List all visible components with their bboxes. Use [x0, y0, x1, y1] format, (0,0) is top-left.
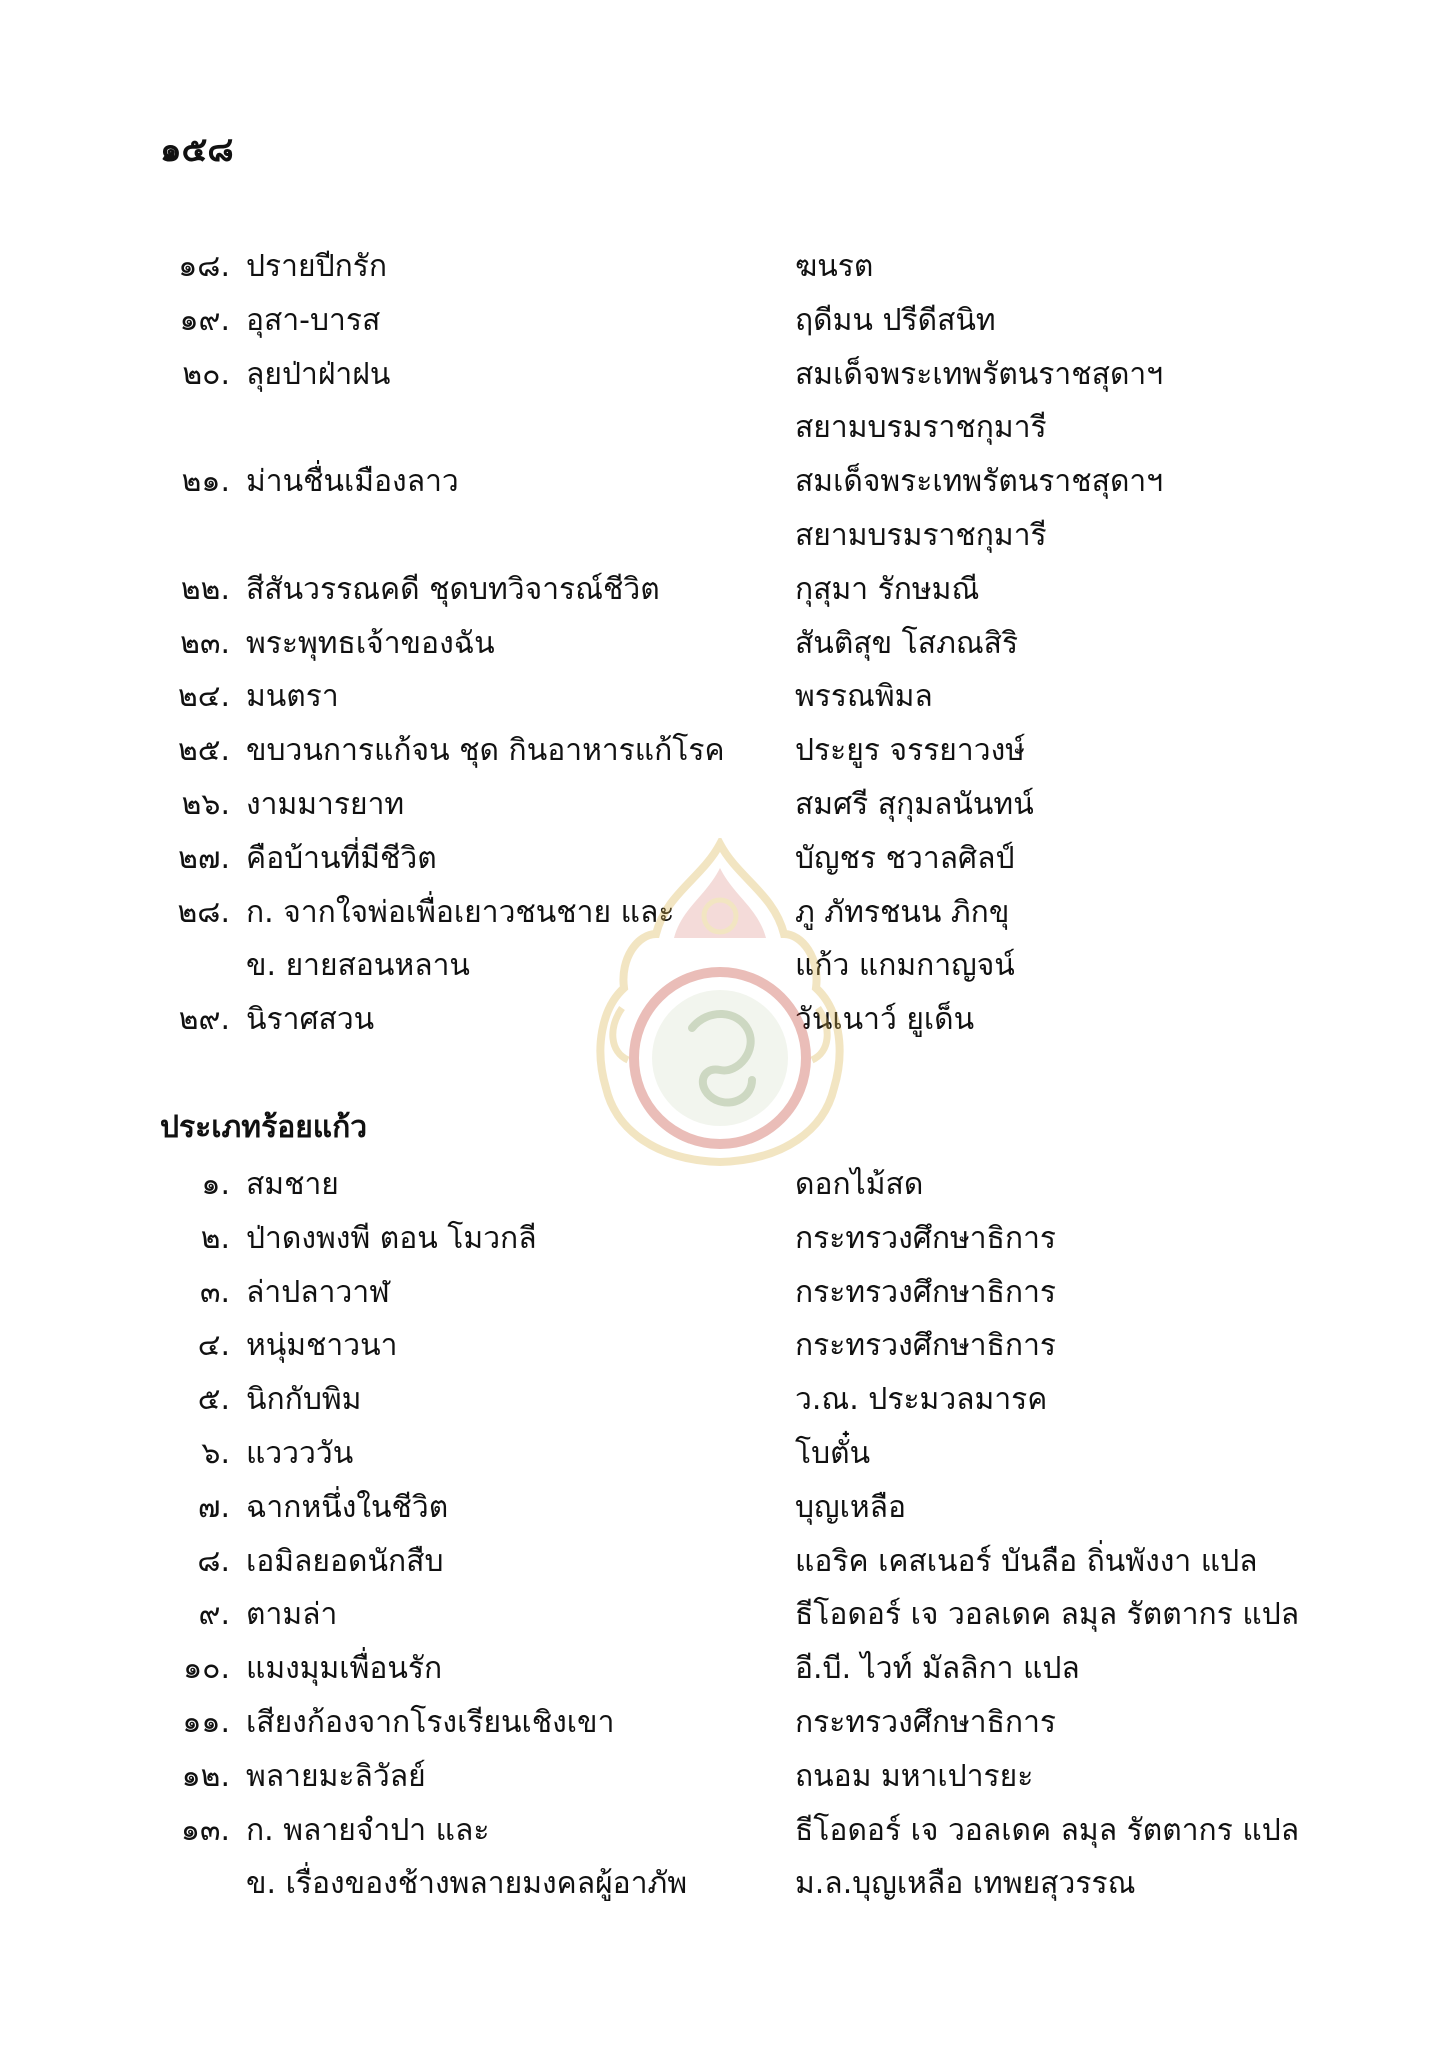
list-item — [0, 348, 1456, 402]
book-author: สยามบรมราชกุมารี — [795, 517, 1047, 553]
book-title: ฉากหนึ่งในชีวิต — [246, 1489, 449, 1525]
item-number: ๑๑. — [182, 1704, 230, 1740]
list-item — [0, 563, 1456, 617]
book-title: ป่าดงพงพี ตอน โมวกลี — [246, 1220, 537, 1256]
book-list-continued — [0, 240, 1456, 1047]
list-item — [0, 1266, 1456, 1320]
book-title: ข. ยายสอนหลาน — [246, 948, 470, 984]
list-item — [0, 1158, 1456, 1212]
item-number: ๘. — [197, 1543, 230, 1579]
item-number: ๒๙. — [178, 1002, 230, 1038]
list-item — [0, 670, 1456, 724]
book-title: พระพุทธเจ้าของฉัน — [246, 625, 495, 661]
item-number: ๒๗. — [178, 840, 230, 876]
book-author: โบตั๋น — [795, 1435, 871, 1471]
item-number: ๔. — [197, 1328, 230, 1364]
list-item — [0, 1212, 1456, 1266]
book-title: ตามล่า — [246, 1597, 338, 1633]
book-title: มนตรา — [246, 679, 339, 715]
book-author: ประยูร จรรยาวงษ์ — [795, 733, 1025, 769]
list-item — [0, 832, 1456, 886]
book-title: ม่านชื่นเมืองลาว — [246, 464, 459, 500]
book-title: ขบวนการแก้จน ชุด กินอาหารแก้โรค — [246, 733, 725, 769]
book-author: บัญชร ชวาลศิลป์ — [795, 840, 1015, 876]
list-item — [0, 778, 1456, 832]
book-title: คือบ้านที่มีชีวิต — [246, 840, 437, 876]
book-author: วันเนาว์ ยูเด็น — [795, 1002, 975, 1038]
item-number: ๑๒. — [181, 1758, 230, 1794]
book-author: แอริค เคสเนอร์ บันลือ ถิ่นพังงา แปล — [795, 1543, 1258, 1579]
book-title: นิราศสวน — [246, 1002, 375, 1038]
item-number: ๒๘. — [177, 894, 230, 930]
list-item — [0, 1588, 1456, 1642]
book-author: บุญเหลือ — [795, 1489, 907, 1525]
item-number: ๒. — [200, 1220, 230, 1256]
book-title: ข. เรื่องของช้างพลายมงคลผู้อาภัพ — [246, 1866, 688, 1902]
book-title: อุสา-บารส — [246, 302, 381, 338]
book-author: สมศรี สุกุมลนันทน์ — [795, 786, 1034, 822]
list-item — [0, 1535, 1456, 1589]
book-author: อี.บี. ไวท์ มัลลิกา แปล — [795, 1651, 1080, 1687]
book-author: ม.ล.บุญเหลือ เทพยสุวรรณ — [795, 1866, 1136, 1902]
item-number: ๒๑. — [181, 464, 230, 500]
item-number: ๖. — [201, 1435, 230, 1471]
item-number: ๑๐. — [183, 1651, 230, 1687]
item-number: ๒๕. — [177, 733, 230, 769]
book-author: กระทรวงศึกษาธิการ — [795, 1704, 1057, 1740]
book-author: สมเด็จพระเทพรัตนราชสุดาฯ — [795, 464, 1164, 500]
book-author: ฤดีมน ปรีดีสนิท — [795, 302, 996, 338]
book-title: เอมิลยอดนักสืบ — [246, 1543, 444, 1579]
item-number: ๗. — [197, 1489, 230, 1525]
book-title: ก. พลายจำปา และ — [246, 1812, 490, 1848]
item-number: ๒๔. — [177, 679, 230, 715]
page-number: ๑๕๘ — [160, 130, 234, 170]
book-author: ธีโอดอร์ เจ วอลเดค ลมุล รัตตากร แปล — [795, 1812, 1300, 1848]
book-title: ลุยป่าฝ่าฝน — [246, 356, 391, 392]
book-author: สันติสุข โสภณสิริ — [795, 625, 1019, 661]
list-item — [0, 724, 1456, 778]
book-author: กระทรวงศึกษาธิการ — [795, 1220, 1057, 1256]
book-author: ถนอม มหาเปารยะ — [795, 1758, 1034, 1794]
book-author: ฆนรต — [795, 249, 874, 284]
list-item — [0, 1750, 1456, 1804]
list-item — [0, 617, 1456, 671]
item-number: ๑๙. — [179, 302, 230, 338]
book-author: กระทรวงศึกษาธิการ — [795, 1274, 1057, 1310]
book-title: ปรายปีกรัก — [246, 249, 388, 284]
item-number: ๑. — [201, 1167, 230, 1202]
list-item — [0, 939, 1456, 993]
item-number: ๒๐. — [182, 356, 230, 392]
list-item — [0, 1373, 1456, 1427]
book-title: สีสันวรรณคดี ชุดบทวิจารณ์ชีวิต — [246, 571, 660, 607]
book-title: พลายมะลิวัลย์ — [246, 1758, 426, 1794]
book-title: เสียงก้องจากโรงเรียนเชิงเขา — [246, 1704, 615, 1740]
list-item — [0, 1481, 1456, 1535]
list-item — [0, 1857, 1456, 1911]
book-title: แมงมุมเพื่อนรัก — [246, 1651, 443, 1687]
book-title: ก. จากใจพ่อเพื่อเยาวชนชาย และ — [246, 894, 675, 930]
book-author: สยามบรมราชกุมารี — [795, 410, 1047, 446]
book-author: แก้ว แกมกาญจน์ — [795, 948, 1015, 984]
book-title: งามมารยาท — [246, 786, 405, 822]
book-author: พรรณพิมล — [795, 679, 933, 715]
book-title: ล่าปลาวาฬ — [246, 1274, 390, 1310]
item-number: ๙. — [198, 1597, 230, 1633]
list-item — [0, 1642, 1456, 1696]
book-title: นิกกับพิม — [246, 1382, 362, 1418]
item-number: ๑๘. — [178, 249, 230, 284]
book-list-prose — [0, 1158, 1456, 1911]
list-item — [0, 294, 1456, 348]
list-item — [0, 401, 1456, 455]
list-item — [0, 1319, 1456, 1373]
list-item — [0, 1427, 1456, 1481]
list-item — [0, 509, 1456, 563]
list-item — [0, 1804, 1456, 1858]
item-number: ๒๓. — [180, 625, 230, 661]
list-item — [0, 240, 1456, 294]
book-author: ภู ภัทรชนน ภิกขุ — [795, 894, 1010, 930]
book-title: แววววัน — [246, 1435, 354, 1471]
book-author: ดอกไม้สด — [795, 1167, 924, 1202]
item-number: ๒๖. — [181, 786, 230, 822]
book-author: ธีโอดอร์ เจ วอลเดค ลมุล รัตตากร แปล — [795, 1597, 1300, 1633]
item-number: ๕. — [197, 1382, 230, 1418]
book-author: กุสุมา รักษมณี — [795, 571, 980, 607]
item-number: ๓. — [199, 1274, 230, 1310]
item-number: ๑๓. — [180, 1812, 230, 1848]
book-author: กระทรวงศึกษาธิการ — [795, 1328, 1057, 1364]
list-item — [0, 1696, 1456, 1750]
book-title: หนุ่มชาวนา — [246, 1328, 398, 1364]
book-author: ว.ณ. ประมวลมารค — [795, 1382, 1048, 1418]
section-heading-prose: ประเภทร้อยแก้ว — [160, 1110, 368, 1145]
book-author: สมเด็จพระเทพรัตนราชสุดาฯ — [795, 356, 1164, 392]
list-item — [0, 886, 1456, 940]
book-title: สมชาย — [246, 1167, 339, 1202]
item-number: ๒๒. — [180, 571, 230, 607]
list-item — [0, 993, 1456, 1047]
list-item — [0, 455, 1456, 509]
